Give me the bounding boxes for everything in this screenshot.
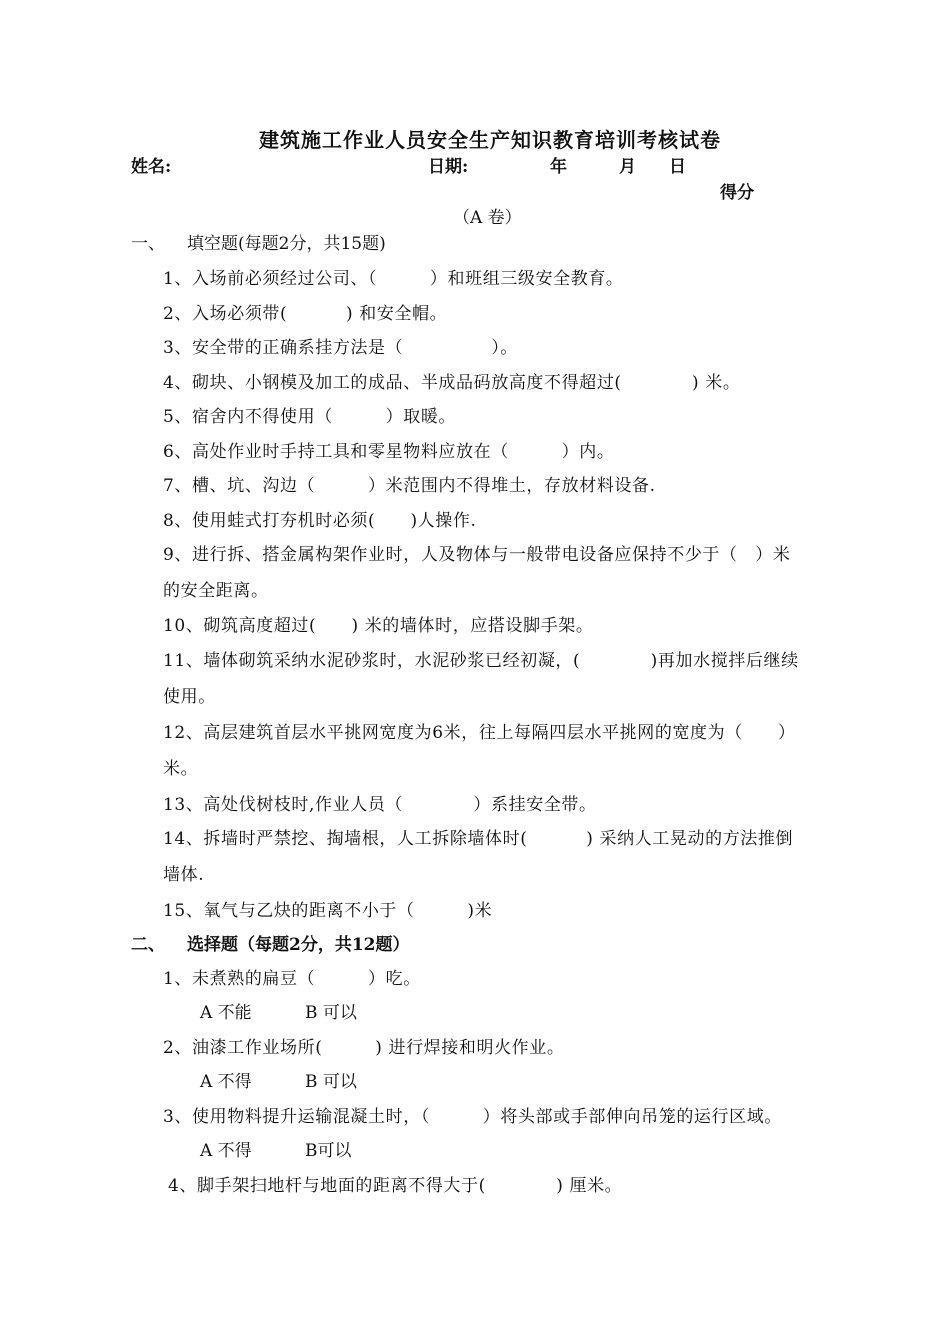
question-9-continued: 的安全距离。	[163, 581, 269, 601]
question-13: 13、高处伐树枝时,作业人员（ ）系挂安全带。	[163, 795, 597, 815]
date-label: 日期:	[428, 157, 469, 177]
question-14: 14、拆墙时严禁挖、掏墙根，人工拆除墙体时( ) 采纳人工晃动的方法推倒	[163, 829, 794, 849]
section1-number: 一、	[131, 234, 165, 254]
question-1: 1、入场前必须经过公司、（ ）和班组三级安全教育。	[163, 269, 624, 289]
question-11: 11、墙体砌筑采纳水泥砂浆时，水泥砂浆已经初凝，( )再加水搅拌后继续	[163, 651, 799, 671]
question-7: 7、槽、坑、沟边（ ）米范围内不得堆土，存放材料设备.	[163, 476, 656, 496]
question-12: 12、高层建筑首层水平挑网宽度为6米，往上每隔四层水平挑网的宽度为（ ）	[163, 723, 796, 743]
choice-1-option-b: B 可以	[305, 1003, 357, 1023]
choice-question-2: 2、油漆工作业场所( ) 进行焊接和明火作业。	[163, 1038, 565, 1058]
section2-heading: 选择题（每题2分，共12题）	[187, 935, 410, 955]
choice-3-option-a: A 不得	[200, 1141, 252, 1161]
day-label: 日	[669, 157, 686, 177]
choice-2-option-a: A 不得	[200, 1072, 252, 1092]
question-3: 3、安全带的正确系挂方法是（ ）。	[163, 338, 518, 358]
choice-question-4: 4、脚手架扫地杆与地面的距离不得大于( ) 厘米。	[168, 1176, 623, 1196]
question-8: 8、使用蛙式打夯机时必须( )人操作.	[163, 511, 477, 531]
month-label: 月	[619, 157, 636, 177]
section2-number: 二、	[131, 935, 165, 955]
score-label: 得分	[720, 183, 754, 203]
question-2: 2、入场必须带( ) 和安全帽。	[163, 304, 448, 324]
question-11-continued: 使用。	[163, 687, 216, 707]
year-label: 年	[550, 157, 567, 177]
question-5: 5、宿舍内不得使用（ ）取暖。	[163, 407, 457, 427]
question-6: 6、高处作业时手持工具和零星物料应放在（ ）内。	[163, 442, 615, 462]
question-9: 9、进行拆、搭金属构架作业时，人及物体与一般带电设备应保持不少于（ ）米	[163, 545, 791, 565]
question-4: 4、砌块、小钢模及加工的成品、半成品码放高度不得超过( ) 米。	[163, 373, 741, 393]
section1-heading: 填空题(每题2分，共15题)	[187, 234, 386, 254]
choice-3-option-b: B可以	[305, 1141, 352, 1161]
question-12-continued: 米。	[163, 759, 199, 779]
choice-question-3: 3、使用物料提升运输混凝土时，（ ）将头部或手部伸向吊笼的运行区域。	[163, 1107, 782, 1127]
choice-question-1: 1、未煮熟的扁豆（ ）吃。	[163, 969, 421, 989]
name-label: 姓名:	[131, 157, 172, 177]
choice-2-option-b: B 可以	[305, 1072, 357, 1092]
choice-1-option-a: A 不能	[200, 1003, 252, 1023]
page-title: 建筑施工作业人员安全生产知识教育培训考核试卷	[259, 128, 721, 152]
question-14-continued: 墙体.	[163, 865, 205, 885]
question-10: 10、砌筑高度超过( ) 米的墙体时，应搭设脚手架。	[163, 616, 594, 636]
paper-version: （A 卷）	[453, 208, 522, 228]
question-15: 15、氧气与乙炔的距离不小于（ )米	[163, 901, 493, 921]
